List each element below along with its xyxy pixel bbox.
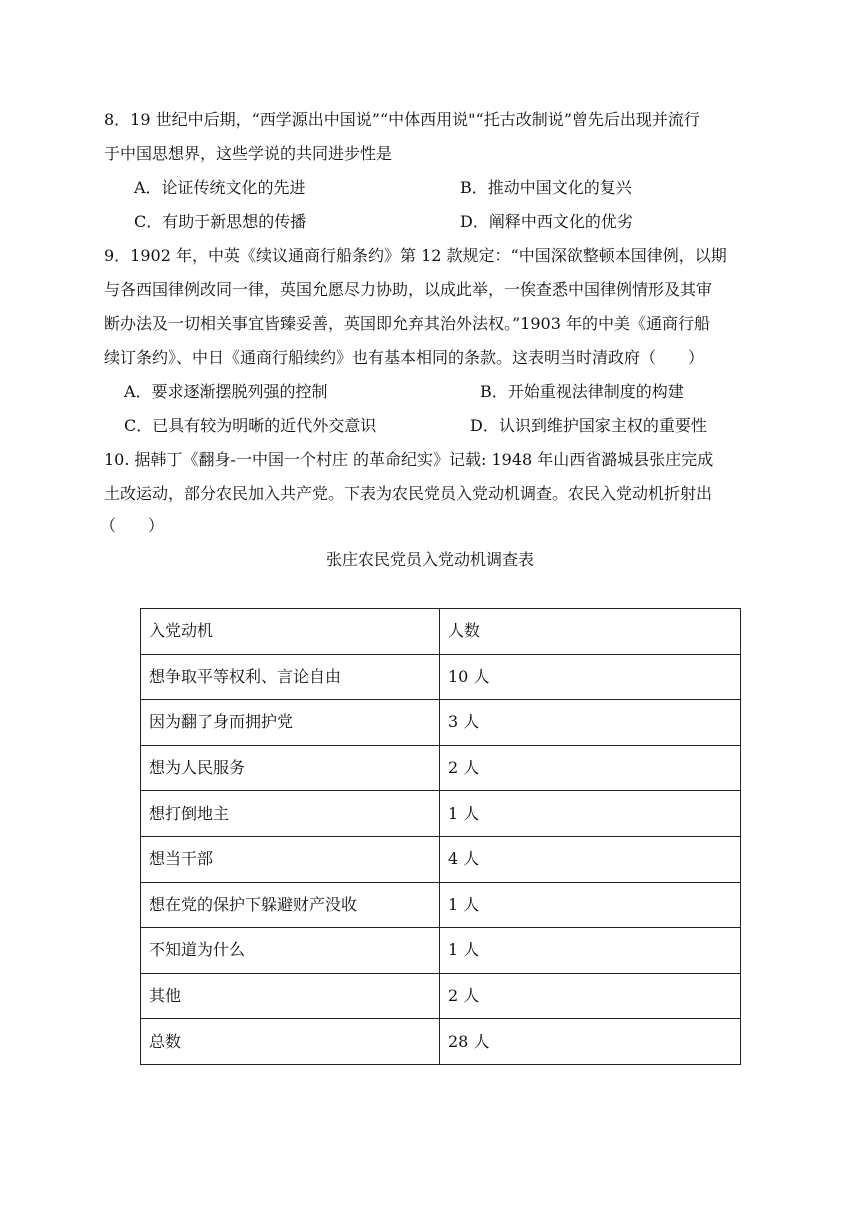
q10-answer-blank: （ ）	[100, 516, 165, 535]
table-row	[141, 836, 741, 882]
motivation-cell: 因为翻了身而拥护党	[141, 700, 440, 746]
q9-stem-line-4: 续订条约》、中日《通商行船续约》也有基本相同的条款。这表明当时清政府（ ）	[104, 348, 705, 367]
motivation-cell: 不知道为什么	[141, 928, 440, 974]
table-total-row	[141, 1019, 741, 1065]
count-cell: 10 人	[440, 654, 741, 700]
table-row	[141, 745, 741, 791]
q8-stem-line-2: 于中国思想界，这些学说的共同进步性是	[104, 144, 393, 163]
q9-option-a: A．要求逐渐摆脱列强的控制	[124, 382, 328, 401]
motivation-cell: 总数	[141, 1019, 440, 1065]
table-header-row	[141, 609, 741, 655]
header-cell-motivation: 入党动机	[141, 609, 440, 655]
table-row	[141, 700, 741, 746]
table-row	[141, 928, 741, 974]
motivation-cell: 想在党的保护下躲避财产没收	[141, 882, 440, 928]
motivation-cell: 想争取平等权利、言论自由	[141, 654, 440, 700]
q10-stem-line-1: 10. 据韩丁《翻身-一中国一个村庄 的革命纪实》记载: 1948 年山西省潞城县张庄完成	[104, 450, 714, 469]
count-cell: 1 人	[440, 791, 741, 837]
table-row	[141, 654, 741, 700]
q9-stem-line-1: 9．1902 年，中英《续议通商行船条约》第 12 款规定：“中国深欲整顿本国律例，以期	[104, 246, 727, 265]
q8-option-c: C．有助于新思想的传播	[134, 212, 307, 231]
count-cell: 4 人	[440, 836, 741, 882]
table-row	[141, 882, 741, 928]
q8-stem-line-1: 8．19 世纪中后期，“西学源出中国说”“中体西用说"“托古改制说”曾先后出现并流行	[104, 110, 700, 129]
q10-stem-line-2: 土改运动，部分农民加入共产党。下表为农民党员入党动机调查。农民入党动机折射出	[104, 484, 713, 503]
q9-option-d: D．认识到维护国家主权的重要性	[470, 416, 707, 435]
q9-option-c: C．已具有较为明晰的近代外交意识	[124, 416, 377, 435]
motivation-cell: 想打倒地主	[141, 791, 440, 837]
table-caption: 张庄农民党员入党动机调查表	[325, 550, 534, 569]
q9-option-b: B．开始重视法律制度的构建	[480, 382, 684, 401]
count-cell: 28 人	[440, 1019, 741, 1065]
table-row	[141, 973, 741, 1019]
count-cell: 1 人	[440, 882, 741, 928]
q8-option-a: A．论证传统文化的先进	[134, 178, 306, 197]
header-cell-count: 人数	[440, 609, 741, 655]
motivation-survey-table	[140, 608, 741, 1065]
q8-option-d: D．阐释中西文化的优劣	[460, 212, 633, 231]
count-cell: 2 人	[440, 745, 741, 791]
motivation-cell: 想为人民服务	[141, 745, 440, 791]
count-cell: 1 人	[440, 928, 741, 974]
q8-option-b: B．推动中国文化的复兴	[460, 178, 632, 197]
table-row	[141, 791, 741, 837]
count-cell: 3 人	[440, 700, 741, 746]
q9-stem-line-2: 与各西国律例改同一律，英国允愿尽力协助，以成此举，一俟查悉中国律例情形及其审	[104, 280, 713, 299]
motivation-cell: 想当干部	[141, 836, 440, 882]
motivation-cell: 其他	[141, 973, 440, 1019]
q9-stem-line-3: 断办法及一切相关事宜皆臻妥善，英国即允弃其治外法权。”1903 年的中美《通商行船	[104, 314, 710, 333]
count-cell: 2 人	[440, 973, 741, 1019]
